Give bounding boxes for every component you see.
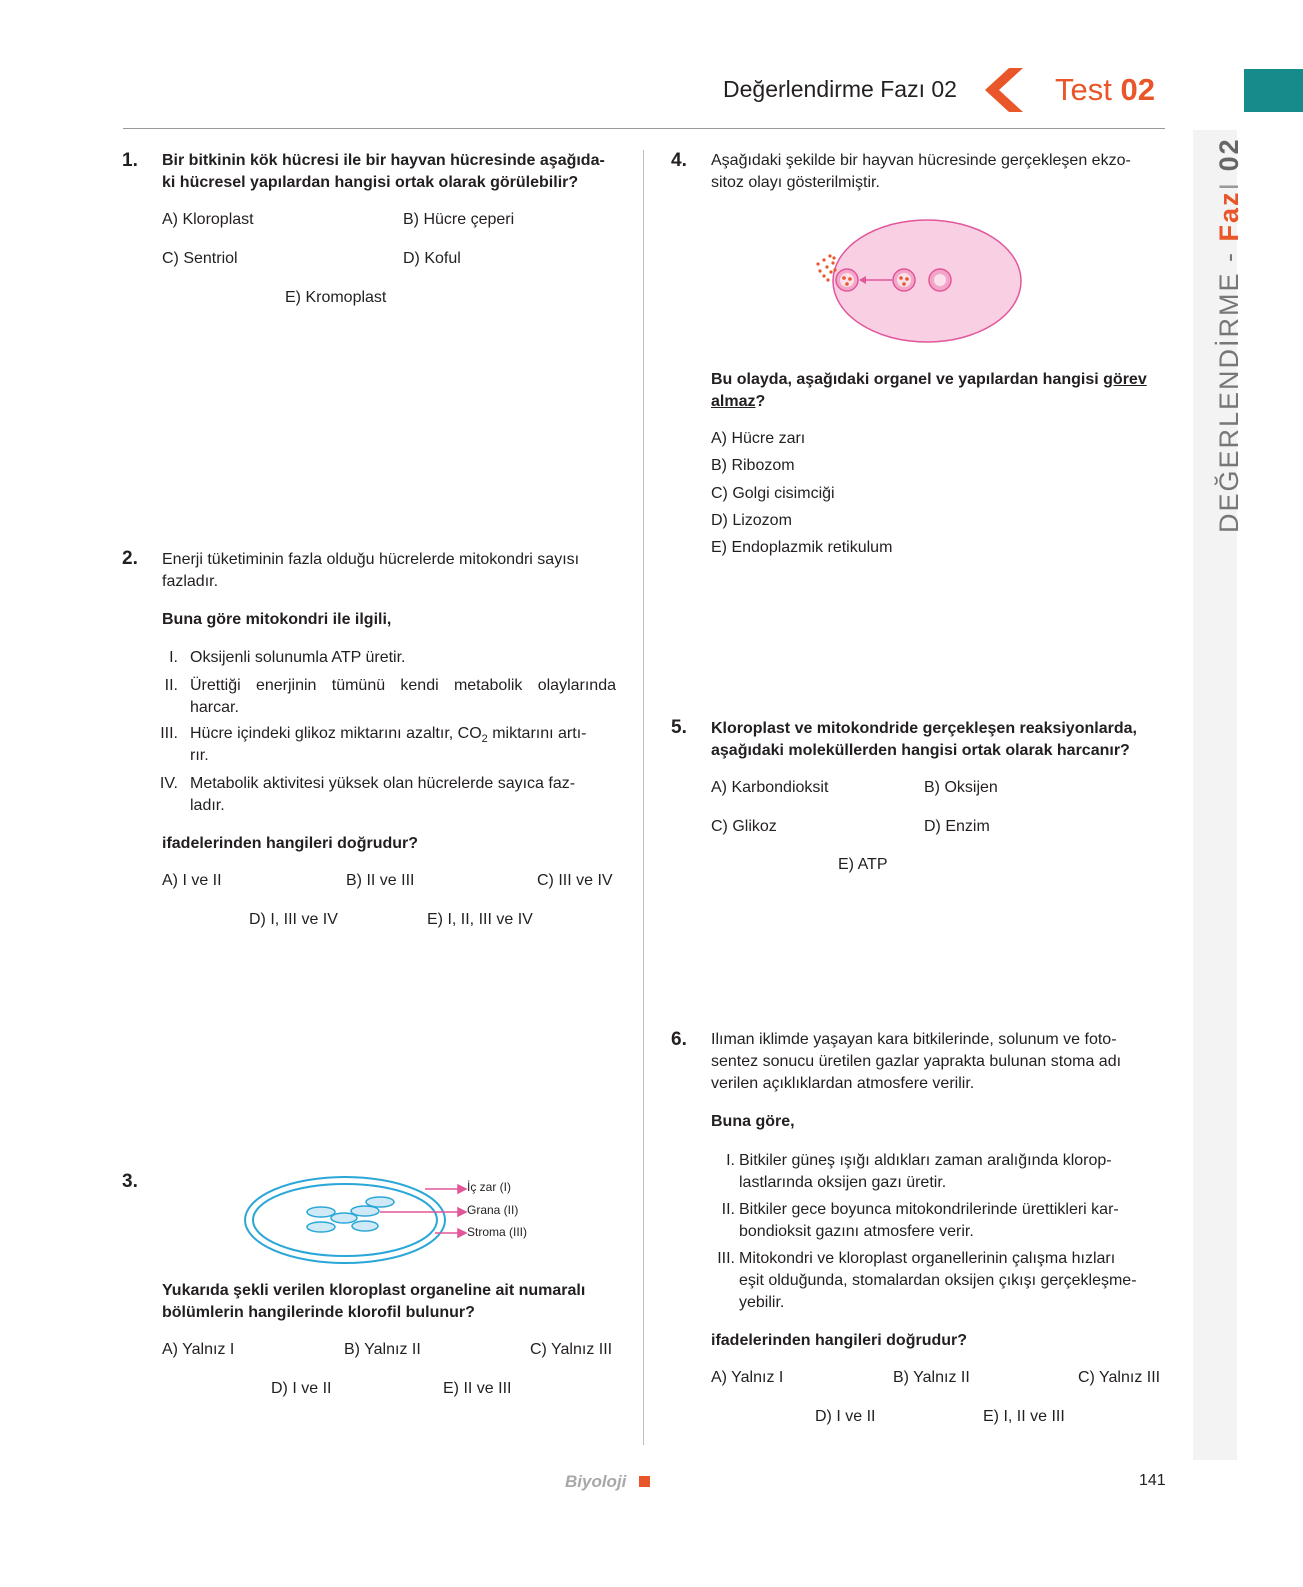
intro-line: Enerji tüketiminin fazla olduğu hücrelerde mitokondri sayısı bbox=[162, 551, 580, 568]
option-b[interactable]: B) Ribozom bbox=[711, 457, 795, 474]
statement-text: bondioksit gazını atmosfere verir. bbox=[739, 1223, 974, 1240]
option-d[interactable]: D) Enzim bbox=[924, 818, 990, 835]
option-c[interactable]: C) Golgi cisimciği bbox=[711, 485, 835, 502]
statement-ii bbox=[711, 1199, 1166, 1243]
statement-text: lastlarında oksijen gazı üretir. bbox=[739, 1174, 947, 1191]
option-a[interactable]: A) Yalnız I bbox=[162, 1341, 235, 1358]
statement-text bbox=[190, 723, 586, 750]
statement-text: Oksijenli solunumla ATP üretir. bbox=[190, 649, 406, 666]
option-c[interactable]: C) Sentriol bbox=[162, 250, 238, 267]
question-intro bbox=[162, 549, 617, 593]
stem-line bbox=[711, 369, 1166, 391]
option-c[interactable]: C) Yalnız III bbox=[530, 1341, 613, 1358]
option-a[interactable]: A) I ve II bbox=[162, 872, 222, 889]
statement-i bbox=[162, 647, 617, 669]
stem-emphasis: görev bbox=[1103, 371, 1147, 388]
stem-part: Bu olayda, aşağıdaki organel ve yapılardan hangisi bbox=[711, 371, 1104, 388]
column-divider bbox=[643, 150, 644, 1445]
option-e[interactable]: E) ATP bbox=[838, 856, 888, 873]
option-a[interactable]: A) Yalnız I bbox=[711, 1369, 784, 1386]
option-d[interactable]: D) Koful bbox=[403, 250, 461, 267]
option-b[interactable]: B) Hücre çeperi bbox=[403, 211, 515, 228]
statement-part: miktarını artı- bbox=[487, 725, 587, 742]
roman-numeral: II. bbox=[721, 1201, 735, 1218]
side-label-faz: Faz bbox=[1214, 190, 1244, 242]
option-c[interactable]: C) III ve IV bbox=[537, 872, 613, 889]
option-e[interactable]: E) II ve III bbox=[443, 1380, 512, 1397]
question-lead: Buna göre, bbox=[711, 1113, 795, 1130]
statement-iii bbox=[162, 723, 617, 767]
option-b[interactable]: B) II ve III bbox=[346, 872, 415, 889]
roman-numeral: II. bbox=[164, 677, 178, 694]
question-prompt: ifadelerinden hangileri doğrudur? bbox=[711, 1332, 968, 1349]
intro-line: Ilıman iklimde yaşayan kara bitkilerinde, solunum ve foto- bbox=[711, 1031, 1117, 1048]
stem-part: ? bbox=[755, 393, 766, 410]
question-number: 1. bbox=[122, 150, 138, 171]
intro-line: sitoz olayı gösterilmiştir. bbox=[711, 174, 880, 191]
side-label-number: 02 bbox=[1214, 137, 1244, 172]
statement-i bbox=[711, 1150, 1166, 1194]
option-a[interactable]: A) Kloroplast bbox=[162, 211, 254, 228]
question-number: 4. bbox=[671, 150, 687, 171]
subscript: 2 bbox=[481, 733, 488, 746]
statement-iii bbox=[711, 1248, 1166, 1314]
statement-text: yebilir. bbox=[739, 1294, 785, 1311]
roman-numeral: IV. bbox=[159, 775, 178, 792]
label-grana: Grana (II) bbox=[467, 1203, 519, 1217]
question-stem bbox=[711, 718, 1166, 762]
option-e[interactable]: E) Endoplazmik retikulum bbox=[711, 539, 893, 556]
roman-numeral: III. bbox=[717, 1250, 735, 1267]
stem-line: Yukarıda şekli verilen kloroplast organeline ait numaralı bbox=[162, 1282, 586, 1299]
question-number: 6. bbox=[671, 1029, 687, 1050]
option-e[interactable]: E) I, II ve III bbox=[983, 1408, 1065, 1425]
option-a[interactable]: A) Karbondioksit bbox=[711, 779, 829, 796]
stem-line: bölümlerin hangilerinde klorofil bulunur? bbox=[162, 1304, 475, 1321]
option-d[interactable]: D) I ve II bbox=[815, 1408, 876, 1425]
side-label bbox=[1214, 137, 1245, 533]
test-word: Test bbox=[1055, 72, 1112, 107]
statement-ii bbox=[162, 675, 617, 719]
question-number: 3. bbox=[122, 1171, 138, 1192]
roman-numeral: I. bbox=[169, 649, 178, 666]
option-d[interactable]: D) I, III ve IV bbox=[249, 911, 338, 928]
intro-line: sentez sonucu üretilen gazlar yaprakta bulunan stoma adı bbox=[711, 1053, 1122, 1070]
page-number: 141 bbox=[1139, 1472, 1166, 1489]
question-stem bbox=[711, 369, 1166, 413]
header-rule bbox=[123, 128, 1165, 129]
footer-square-icon bbox=[639, 1476, 650, 1487]
statement-text: harcar. bbox=[190, 699, 239, 716]
stem-line: Kloroplast ve mitokondride gerçekleşen reaksiyonlarda, bbox=[711, 720, 1137, 737]
stem-line: ki hücresel yapılardan hangisi ortak olarak görülebilir? bbox=[162, 174, 579, 191]
question-number: 5. bbox=[671, 717, 687, 738]
option-e[interactable]: E) I, II, III ve IV bbox=[427, 911, 533, 928]
statement-part: Hücre içindeki glikoz miktarını azaltır, CO bbox=[190, 725, 482, 742]
question-intro bbox=[711, 150, 1166, 194]
option-b[interactable]: B) Oksijen bbox=[924, 779, 998, 796]
test-number: 02 bbox=[1120, 72, 1155, 107]
test-label bbox=[1055, 72, 1155, 108]
stem-line: aşağıdaki moleküllerden hangisi ortak olarak harcanır? bbox=[711, 742, 1130, 759]
label-ic-zar: İç zar (I) bbox=[467, 1180, 511, 1194]
stem-line: Bir bitkinin kök hücresi ile bir hayvan hücresinde aşağıda- bbox=[162, 152, 605, 169]
question-stem bbox=[162, 1280, 617, 1324]
question-prompt: ifadelerinden hangileri doğrudur? bbox=[162, 835, 419, 852]
side-label-suffix: I bbox=[1214, 171, 1244, 191]
side-label-prefix: DEĞERLENDİRME - bbox=[1214, 241, 1244, 533]
option-b[interactable]: B) Yalnız II bbox=[893, 1369, 970, 1386]
phase-title: Değerlendirme Fazı 02 bbox=[723, 76, 957, 102]
statement-text: rır. bbox=[190, 747, 209, 764]
statement-text: Metabolik aktivitesi yüksek olan hücrelerde sayıca faz- bbox=[190, 775, 576, 792]
statement-text: eşit olduğunda, stomalardan oksijen çıkışı gerçekleşme- bbox=[739, 1272, 1137, 1289]
statement-text: Bitkiler gece boyunca mitokondrilerinde ürettikleri kar- bbox=[739, 1201, 1119, 1218]
statement-iv bbox=[159, 773, 617, 817]
option-a[interactable]: A) Hücre zarı bbox=[711, 430, 806, 447]
option-d[interactable]: D) Lizozom bbox=[711, 512, 792, 529]
roman-numeral: III. bbox=[160, 725, 178, 742]
question-number: 2. bbox=[122, 548, 138, 569]
statement-text: Mitokondri ve kloroplast organellerinin çalışma hızları bbox=[739, 1250, 1116, 1267]
stem-line bbox=[711, 391, 1166, 413]
label-stroma: Stroma (III) bbox=[467, 1225, 528, 1239]
question-intro bbox=[711, 1029, 1166, 1095]
intro-line: Aşağıdaki şekilde bir hayvan hücresinde gerçekleşen ekzo- bbox=[711, 152, 1131, 169]
statement-text: Bitkiler güneş ışığı aldıkları zaman aralığında klorop- bbox=[739, 1152, 1112, 1169]
intro-line: fazladır. bbox=[162, 573, 219, 590]
question-stem bbox=[162, 150, 617, 194]
exocytosis-diagram bbox=[810, 218, 1026, 348]
statement-text: ladır. bbox=[190, 797, 225, 814]
teal-tab bbox=[1244, 69, 1303, 112]
statement-text: Ürettiği enerjinin tümünü kendi metabolik olaylarında bbox=[190, 677, 616, 694]
option-e[interactable]: E) Kromoplast bbox=[285, 289, 387, 306]
question-lead: Buna göre mitokondri ile ilgili, bbox=[162, 611, 392, 628]
option-c[interactable]: C) Yalnız III bbox=[1078, 1369, 1161, 1386]
roman-numeral: I. bbox=[726, 1152, 735, 1169]
intro-line: verilen açıklıklardan atmosfere verilir. bbox=[711, 1075, 975, 1092]
option-d[interactable]: D) I ve II bbox=[271, 1380, 332, 1397]
option-c[interactable]: C) Glikoz bbox=[711, 818, 777, 835]
chevron-left-icon bbox=[983, 66, 1025, 114]
footer-subject: Biyoloji bbox=[565, 1472, 627, 1491]
stem-emphasis: almaz bbox=[711, 393, 756, 410]
option-b[interactable]: B) Yalnız II bbox=[344, 1341, 421, 1358]
